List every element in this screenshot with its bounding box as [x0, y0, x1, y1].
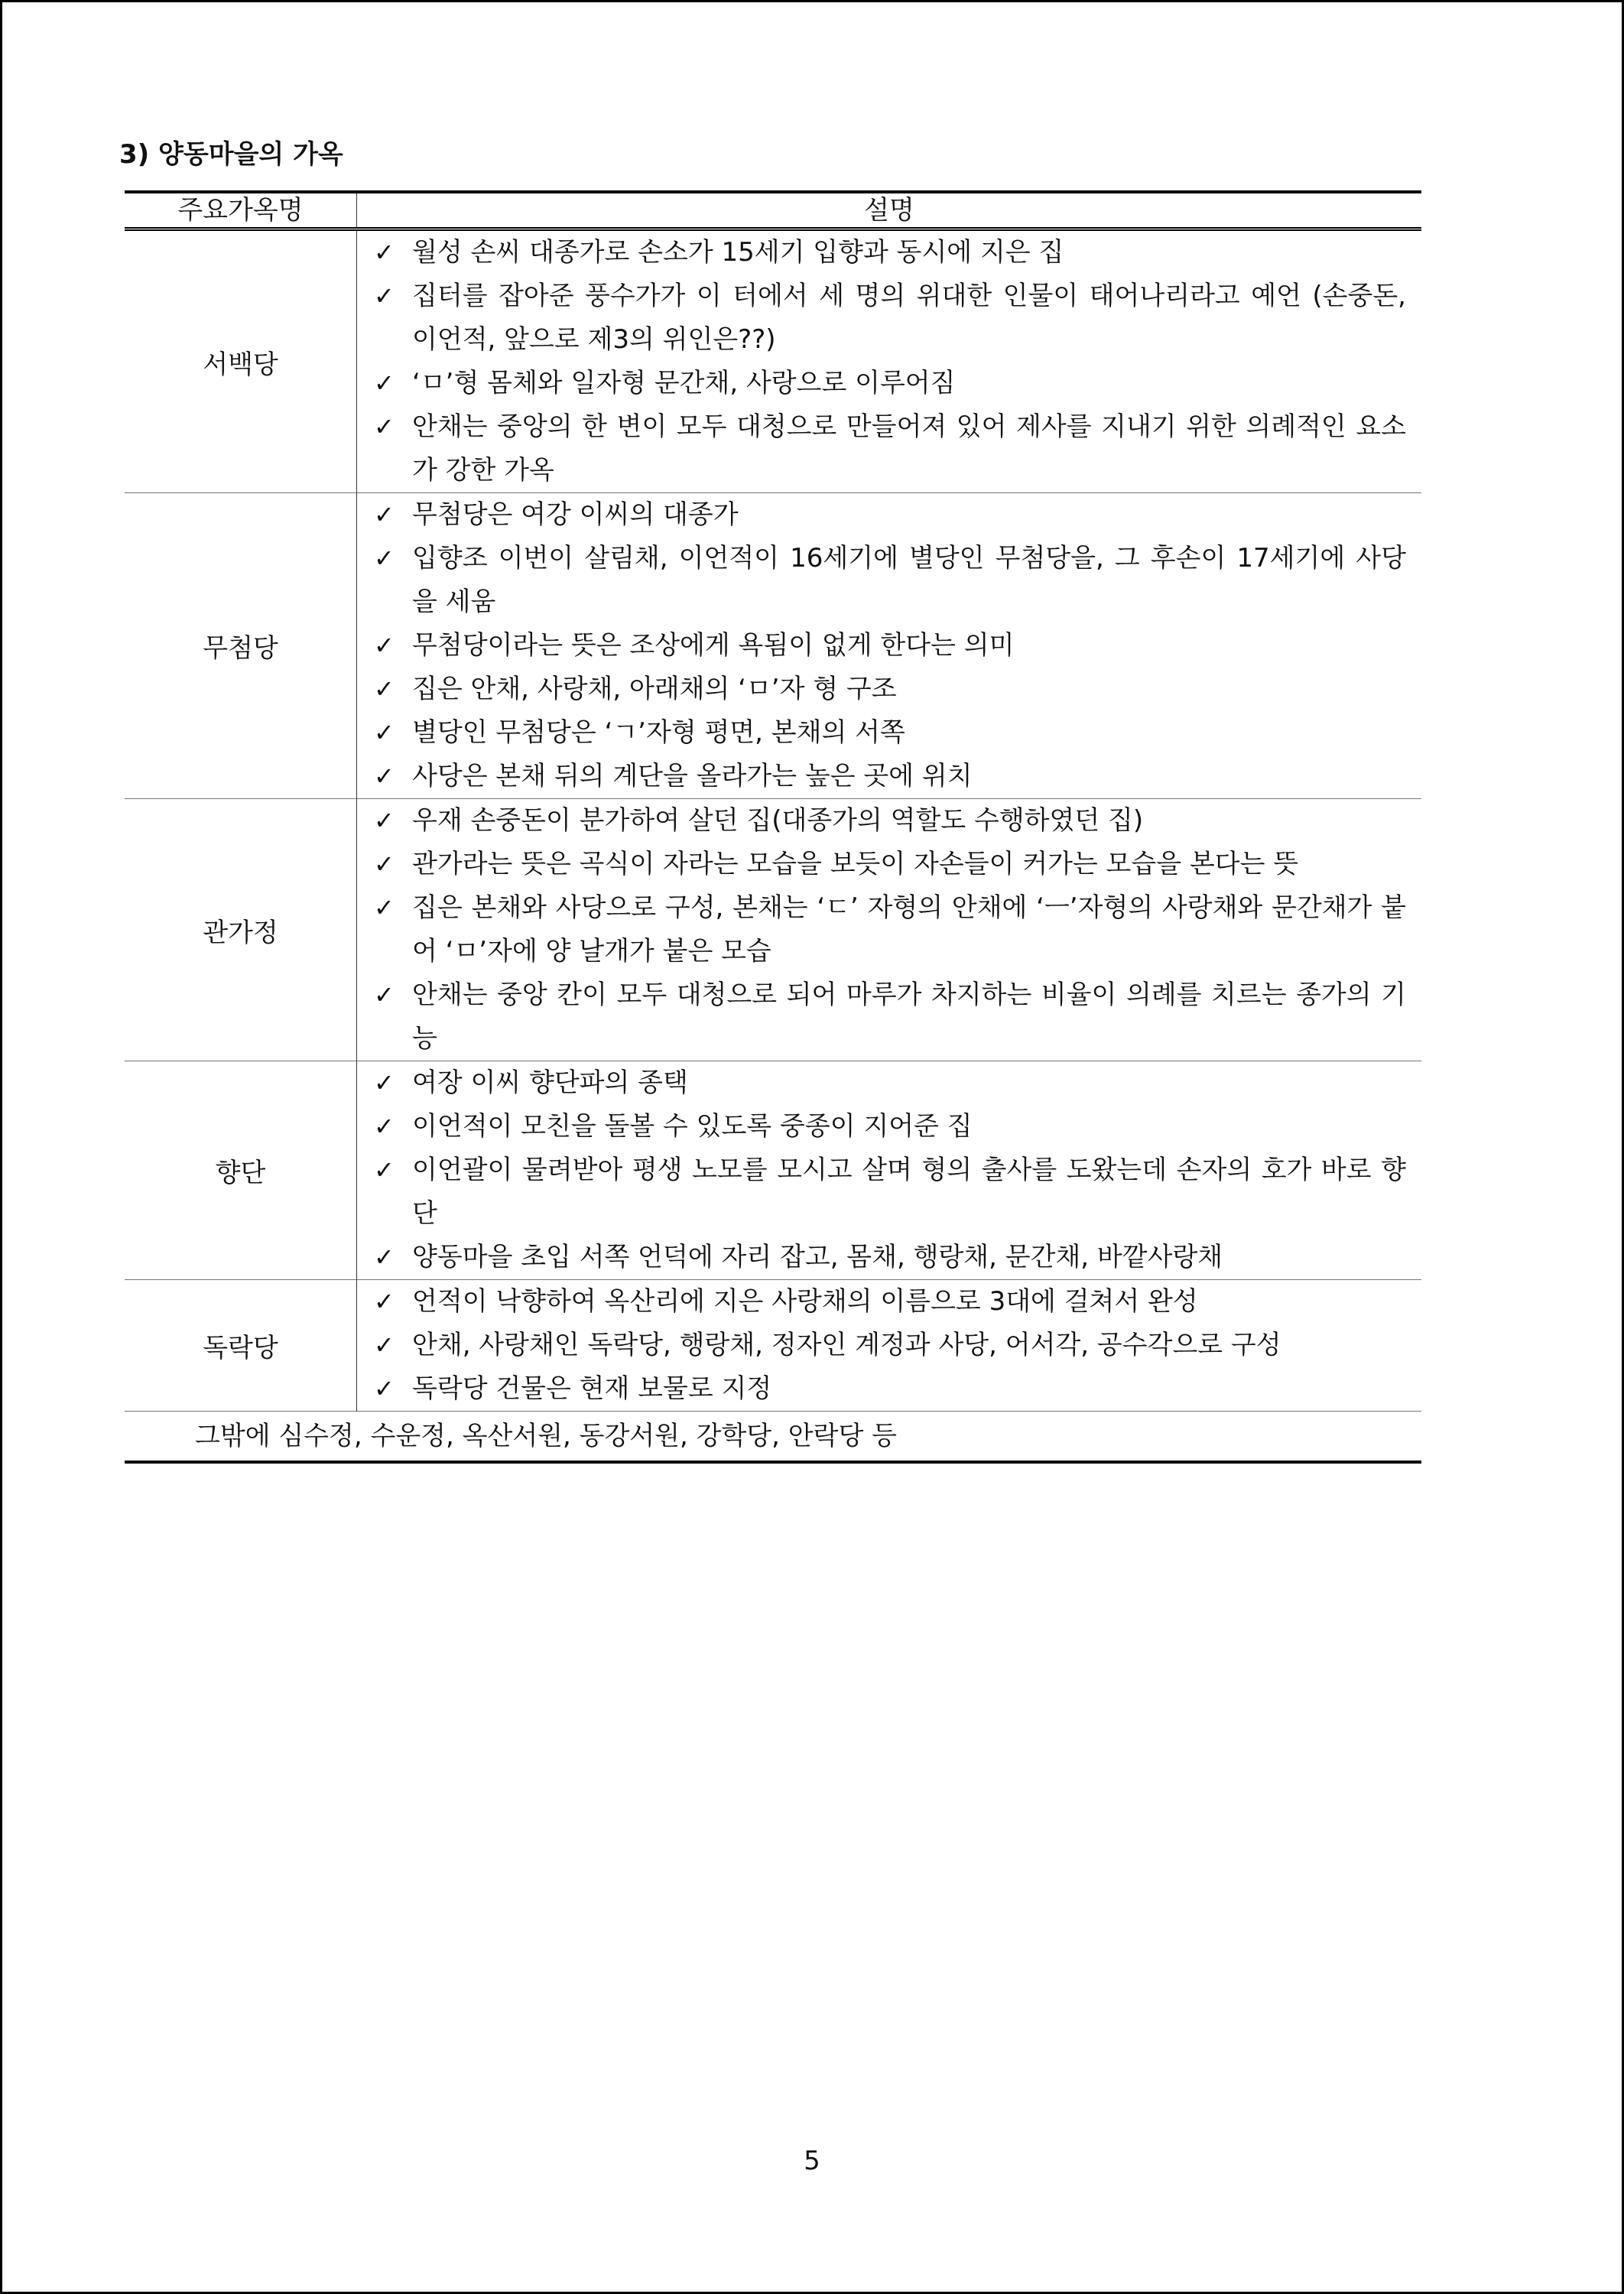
table-row	[125, 493, 1421, 799]
checkmark-icon: ✓	[374, 238, 395, 267]
checkmark-icon: ✓	[374, 893, 395, 922]
checkmark-icon: ✓	[374, 674, 395, 703]
list-item: ✓ 집터를 잡아준 풍수가가 이 터에서 세 명의 위대한 인물이 태어나리라고 예언 (손중돈, 이언적, 앞으로 제3의 위인은??)	[371, 275, 1406, 362]
checkmark-icon: ✓	[374, 281, 395, 310]
list-item: ✓ 별당인 무첨당은 ‘ㄱ’자형 평면, 본채의 서쪽	[371, 711, 1406, 755]
list-item: ✓ 양동마을 초입 서쪽 언덕에 자리 잡고, 몸채, 행랑채, 문간채, 바깥사랑채	[371, 1236, 1406, 1279]
checkmark-icon: ✓	[374, 718, 395, 747]
checkmark-icon: ✓	[374, 1374, 395, 1403]
list-item: ✓ 이언괄이 물려받아 평생 노모를 모시고 살며 형의 출사를 도왔는데 손자의 호가 바로 향단	[371, 1149, 1406, 1236]
checkmark-icon: ✓	[374, 500, 395, 529]
checkmark-icon: ✓	[374, 1287, 395, 1316]
houses-table	[125, 190, 1421, 1464]
house-name: 관가정	[125, 799, 357, 1061]
checkmark-icon: ✓	[374, 369, 395, 398]
house-name: 서백당	[125, 229, 357, 493]
checkmark-icon: ✓	[374, 1243, 395, 1272]
section-title: 3) 양동마을의 가옥	[119, 139, 343, 170]
house-description	[357, 1280, 1422, 1412]
checkmark-icon: ✓	[374, 1068, 395, 1097]
house-description	[357, 229, 1422, 493]
checkmark-icon: ✓	[374, 980, 395, 1009]
list-item: ✓ 월성 손씨 대종가로 손소가 15세기 입향과 동시에 지은 집	[371, 231, 1406, 275]
list-item: ✓ ‘ㅁ’형 몸체와 일자형 문간채, 사랑으로 이루어짐	[371, 362, 1406, 405]
checkmark-icon: ✓	[374, 1155, 395, 1184]
checkmark-icon: ✓	[374, 1112, 395, 1141]
table-row	[125, 229, 1421, 493]
checkmark-icon: ✓	[374, 544, 395, 573]
header-house-name: 주요가옥명	[125, 192, 357, 229]
list-item: ✓ 안채는 중앙의 한 변이 모두 대청으로 만들어져 있어 제사를 지내기 위한 의례적인 요소가 강한 가옥	[371, 405, 1406, 492]
page-number: 5	[804, 2146, 820, 2176]
house-description	[357, 1061, 1422, 1280]
list-item: ✓ 사당은 본채 뒤의 계단을 올라가는 높은 곳에 위치	[371, 755, 1406, 798]
list-item: ✓ 독락당 건물은 현재 보물로 지정	[371, 1367, 1406, 1411]
header-description: 설명	[357, 192, 1422, 229]
house-name: 향단	[125, 1061, 357, 1280]
checkmark-icon: ✓	[374, 850, 395, 879]
house-name: 무첨당	[125, 493, 357, 799]
list-item: ✓ 안채는 중앙 칸이 모두 대청으로 되어 마루가 차지하는 비율이 의례를 치르는 종가의 기능	[371, 973, 1406, 1061]
checkmark-icon: ✓	[374, 762, 395, 791]
house-name: 독락당	[125, 1280, 357, 1412]
list-item: ✓ 무첨당은 여강 이씨의 대종가	[371, 493, 1406, 537]
table-row	[125, 1061, 1421, 1280]
table-row	[125, 1280, 1421, 1412]
other-houses-note: 그밖에 심수정, 수운정, 옥산서원, 동강서원, 강학당, 안락당 등	[125, 1412, 1421, 1463]
list-item: ✓ 관가라는 뜻은 곡식이 자라는 모습을 보듯이 자손들이 커가는 모습을 본다는 뜻	[371, 843, 1406, 886]
list-item: ✓ 언적이 낙향하여 옥산리에 지은 사랑채의 이름으로 3대에 걸쳐서 완성	[371, 1280, 1406, 1324]
checkmark-icon: ✓	[374, 631, 395, 660]
house-description	[357, 799, 1422, 1061]
list-item: ✓ 집은 본채와 사당으로 구성, 본채는 ‘ㄷ’ 자형의 안채에 ‘ㅡ’자형의 사랑채와 문간채가 붙어 ‘ㅁ’자에 양 날개가 붙은 모습	[371, 886, 1406, 973]
list-item: ✓ 집은 안채, 사랑채, 아래채의 ‘ㅁ’자 형 구조	[371, 668, 1406, 711]
list-item: ✓ 이언적이 모친을 돌볼 수 있도록 중종이 지어준 집	[371, 1105, 1406, 1149]
list-item: ✓ 무첨당이라는 뜻은 조상에게 욕됨이 없게 한다는 의미	[371, 624, 1406, 668]
list-item: ✓ 입향조 이번이 살림채, 이언적이 16세기에 별당인 무첨당을, 그 후손이 17세기에 사당을 세움	[371, 537, 1406, 624]
list-item: ✓ 여장 이씨 향단파의 종택	[371, 1061, 1406, 1105]
checkmark-icon: ✓	[374, 806, 395, 835]
table-row	[125, 799, 1421, 1061]
checkmark-icon: ✓	[374, 412, 395, 441]
list-item: ✓ 안채, 사랑채인 독락당, 행랑채, 정자인 계정과 사당, 어서각, 공수각으로 구성	[371, 1324, 1406, 1367]
table-header-row	[125, 192, 1421, 229]
house-description	[357, 493, 1422, 799]
list-item: ✓ 우재 손중돈이 분가하여 살던 집(대종가의 역할도 수행하였던 집)	[371, 799, 1406, 843]
table-row-other	[125, 1412, 1421, 1463]
checkmark-icon: ✓	[374, 1331, 395, 1360]
